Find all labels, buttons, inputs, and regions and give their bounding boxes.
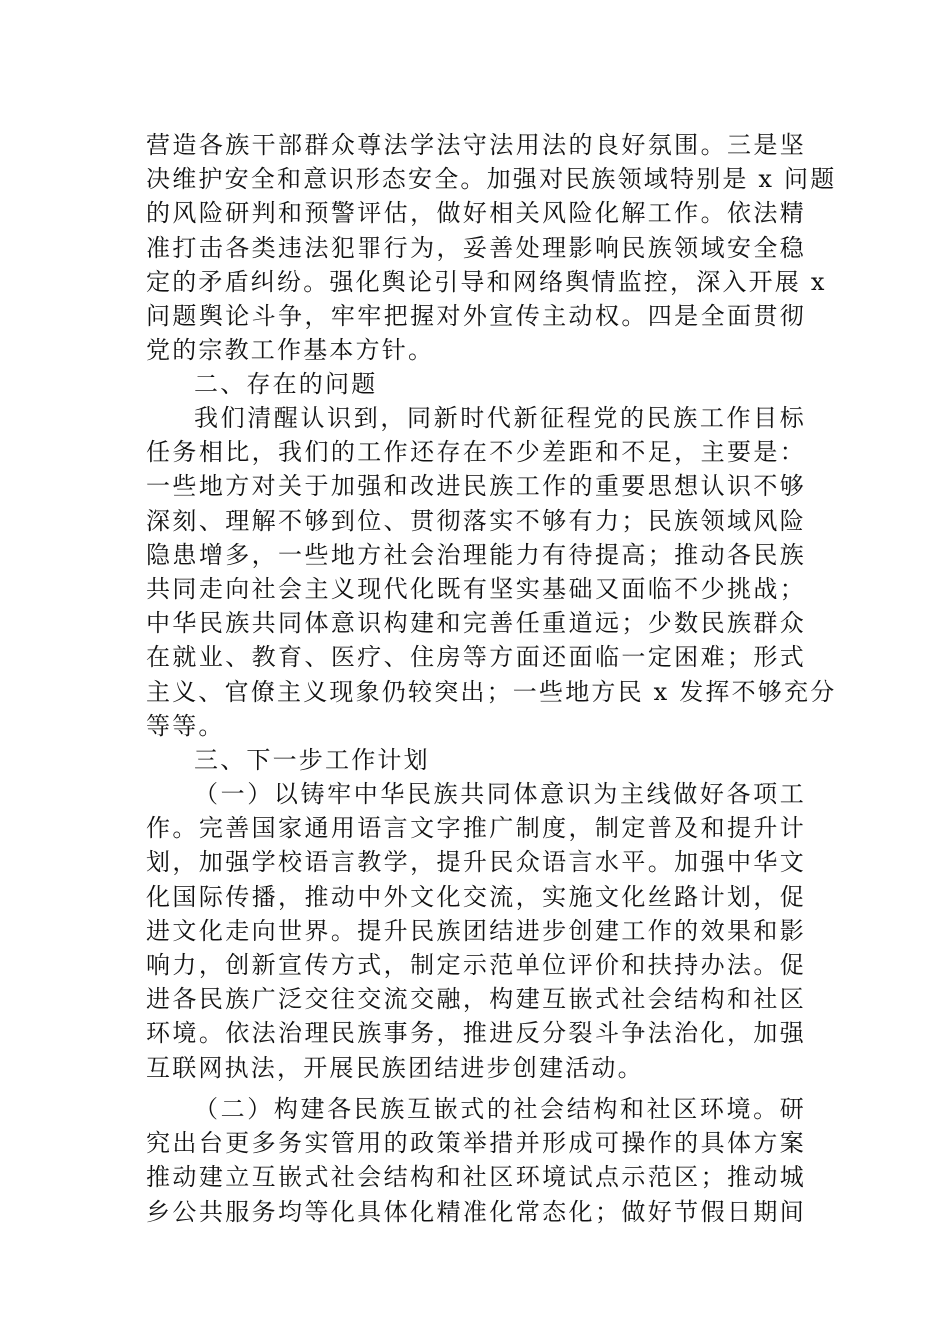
text-line: （二）构建各民族互嵌式的社会结构和社区环境。研 — [194, 1095, 806, 1123]
text-line: 进各民族广泛交往交流交融，构建互嵌式社会结构和社区 — [146, 985, 806, 1014]
text-line: 作。完善国家通用语言文字推广制度，制定普及和提升计 — [146, 814, 806, 843]
paragraph-problems — [146, 401, 837, 743]
text-line: 准打击各类违法犯罪行为，妥善处理影响民族领域安全稳 — [146, 233, 806, 262]
section-heading: 二、存在的问题 — [194, 370, 378, 398]
text-line: 进文化走向世界。提升民族团结进步创建工作的效果和影 — [146, 916, 806, 945]
text-line: 主义、官僚主义现象仍较突出；一些地方民 x 发挥不够充分 — [146, 677, 837, 706]
paragraph-plan-one — [146, 777, 806, 1085]
section-heading-plan — [146, 743, 806, 777]
text-line: 深刻、理解不够到位、贯彻落实不够有力；民族领域风险 — [146, 506, 806, 535]
text-line: 隐患增多，一些地方社会治理能力有待提高；推动各民族 — [146, 540, 806, 569]
paragraph-safety — [146, 128, 837, 367]
text-line: 我们清醒认识到，同新时代新征程党的民族工作目标 — [194, 404, 806, 432]
section-heading: 三、下一步工作计划 — [194, 746, 430, 774]
text-line: 化国际传播，推动中外文化交流，实施文化丝路计划，促 — [146, 882, 806, 911]
text-line: 营造各族干部群众尊法学法守法用法的良好氛围。三是坚 — [146, 131, 806, 159]
text-line: 乡公共服务均等化具体化精准化常态化；做好节假日期间 — [146, 1197, 806, 1226]
text-line: 究出台更多务实管用的政策举措并形成可操作的具体方案 — [146, 1129, 806, 1158]
text-line: （一）以铸牢中华民族共同体意识为主线做好各项工 — [194, 780, 806, 808]
text-line: 定的矛盾纠纷。强化舆论引导和网络舆情监控，深入开展 x — [146, 267, 827, 296]
text-line: 互联网执法，开展民族团结进步创建活动。 — [146, 1053, 644, 1082]
paragraph-plan-two — [146, 1092, 806, 1229]
text-line: 环境。依法治理民族事务，推进反分裂斗争法治化，加强 — [146, 1019, 806, 1048]
text-line: 在就业、教育、医疗、住房等方面还面临一定困难；形式 — [146, 643, 806, 672]
text-line: 划，加强学校语言教学，提升民众语言水平。加强中华文 — [146, 848, 806, 877]
text-line: 一些地方对关于加强和改进民族工作的重要思想认识不够 — [146, 472, 806, 501]
text-line: 的风险研判和预警评估，做好相关风险化解工作。依法精 — [146, 199, 806, 228]
section-heading-problems — [146, 367, 806, 401]
text-line: 共同走向社会主义现代化既有坚实基础又面临不少挑战； — [146, 574, 806, 603]
text-line: 等等。 — [146, 711, 225, 740]
text-line: 决维护安全和意识形态安全。加强对民族领域特别是 x 问题 — [146, 165, 837, 194]
text-line: 党的宗教工作基本方针。 — [146, 336, 435, 365]
text-line: 中华民族共同体意识构建和完善任重道远；少数民族群众 — [146, 609, 806, 638]
text-line: 响力，创新宣传方式，制定示范单位评价和扶持办法。促 — [146, 950, 806, 979]
text-line: 任务相比，我们的工作还存在不少差距和不足，主要是： — [146, 438, 806, 467]
text-line: 问题舆论斗争，牢牢把握对外宣传主动权。四是全面贯彻 — [146, 301, 806, 330]
text-line: 推动建立互嵌式社会结构和社区环境试点示范区；推动城 — [146, 1163, 806, 1192]
